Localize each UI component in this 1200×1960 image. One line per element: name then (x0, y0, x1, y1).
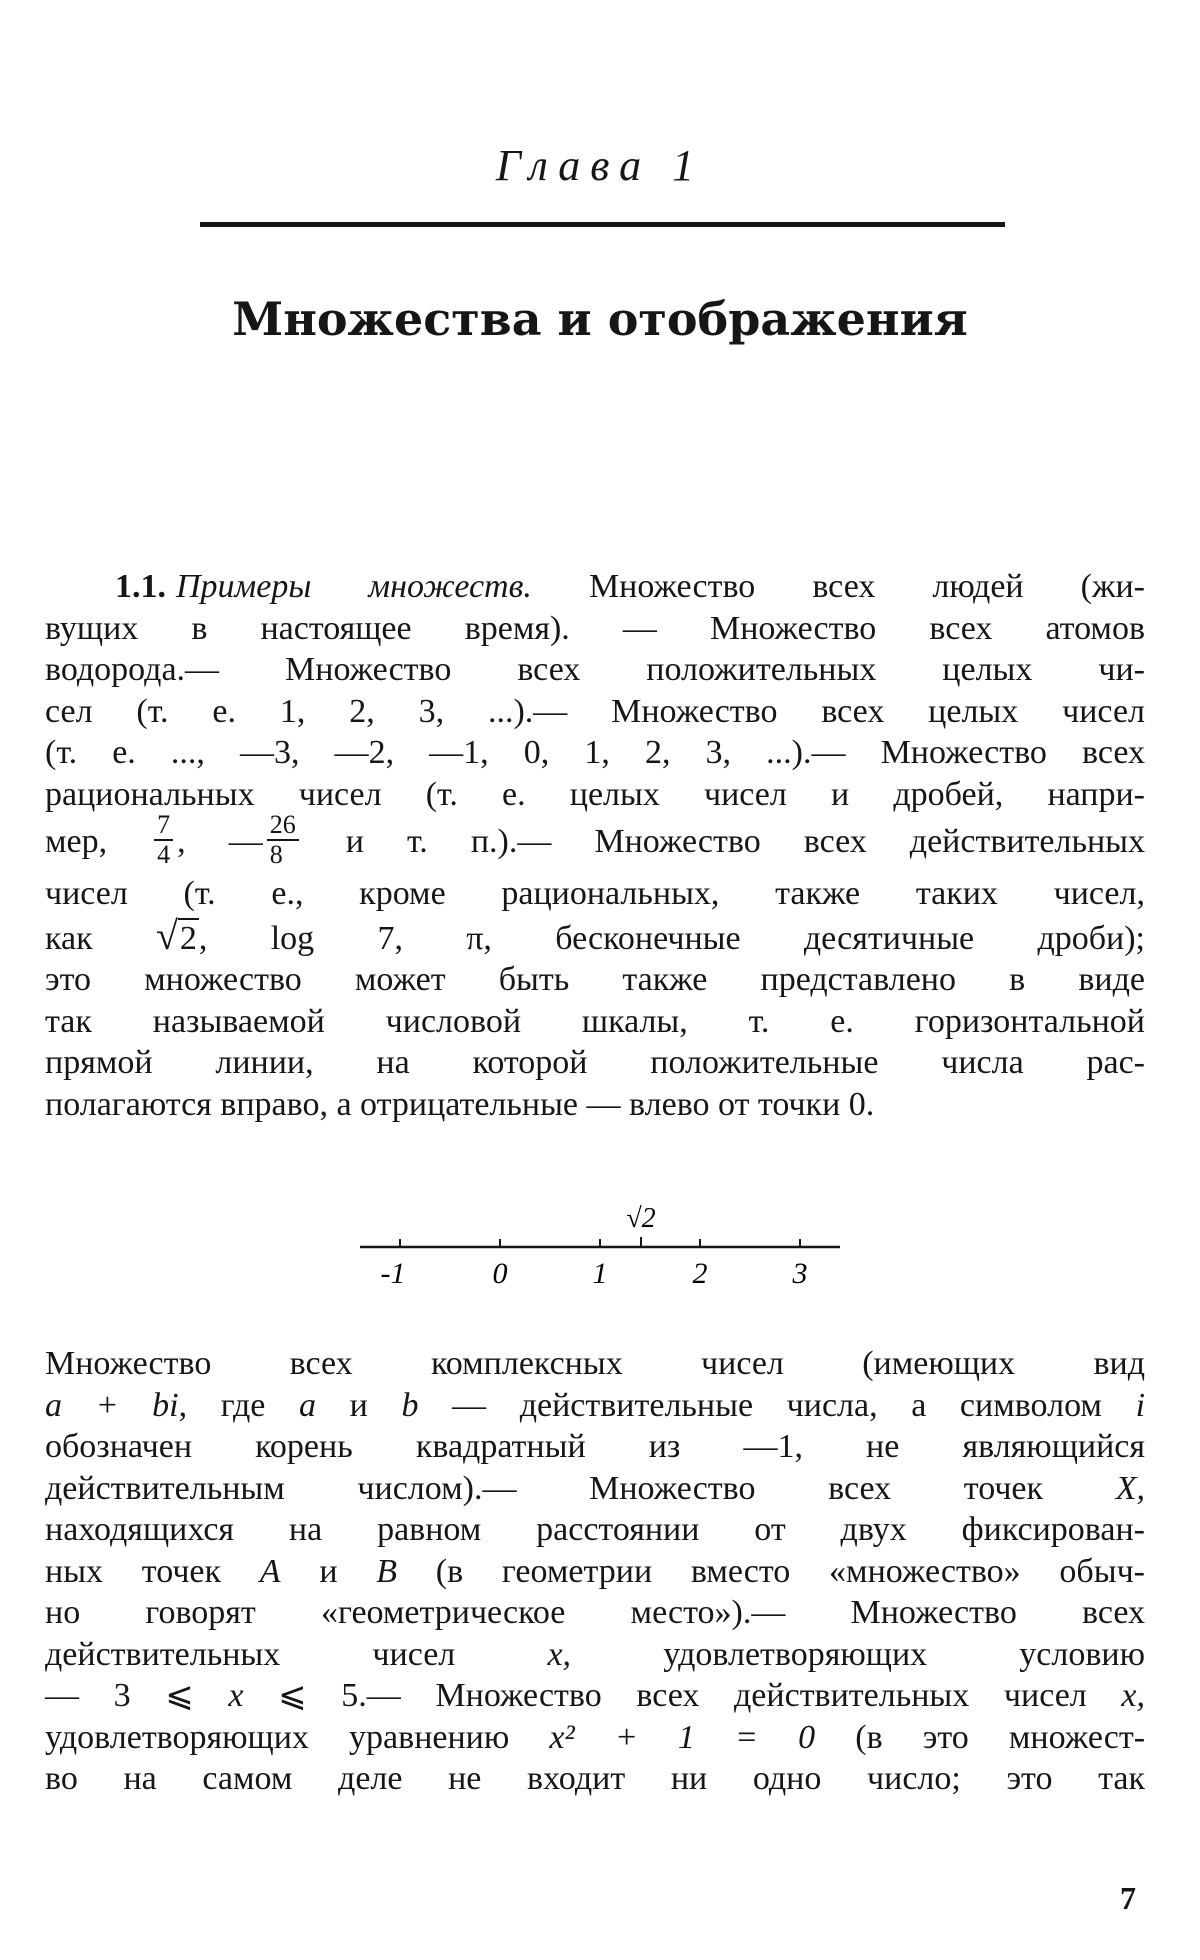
text-line: водорода.— Множество всех положительных целых чи- (45, 651, 1145, 688)
chapter-label: Глава 1 (495, 141, 705, 190)
page-number: 7 (1120, 1880, 1136, 1916)
text-fragment: (в это множест- (855, 1718, 1146, 1756)
number-line-figure (355, 1195, 845, 1305)
text-line: чисел (т. е., кроме рациональных, также таких чисел, (45, 875, 1145, 912)
paragraph-examples-continued (45, 1343, 1145, 1800)
math-expression: a + bi (45, 1386, 179, 1424)
text-line (45, 1675, 1145, 1717)
section-number: 1.1. (115, 568, 166, 605)
text-fragment: , log 7, π, бесконечные десятичные дроби); (198, 919, 1146, 957)
text-line: во на самом деле не входит ни одно число; это так (45, 1760, 1145, 1797)
text-fragment: и (319, 1552, 338, 1590)
text-fragment: Множество всех людей (жи- (588, 568, 1146, 605)
fraction (267, 811, 299, 869)
number-line-label: -1 (380, 1257, 406, 1290)
text-line: (т. е. ..., —3, —2, —1, 0, 1, 2, 3, ...).— Множество всех (45, 734, 1145, 771)
radicand: 2 (179, 919, 197, 957)
radical-sign: √ (155, 912, 178, 958)
text-fragment: , где (178, 1386, 266, 1424)
text-fragment: действительных чисел (45, 1635, 456, 1673)
fraction-numerator: 26 (267, 811, 299, 841)
chapter-title: Множества и отображения (232, 292, 968, 346)
fraction (154, 811, 173, 869)
text-line (45, 1468, 1145, 1510)
section-title: Примеры множеств. (176, 568, 532, 605)
text-line: обозначен корень квадратный из —1, не являющийся (45, 1428, 1145, 1465)
text-fragment: и (349, 1386, 368, 1424)
text-line: прямой линии, на которой положительные числа рас- (45, 1044, 1145, 1081)
chapter-divider (200, 222, 1005, 227)
number-line-label: 2 (692, 1257, 708, 1290)
text-line: рациональных чисел (т. е. целых чисел и дробей, напри- (45, 775, 1145, 813)
math-variable: a (299, 1386, 317, 1424)
text-fragment: мер, (45, 822, 108, 860)
text-fragment: — действительные числа, а символом (452, 1386, 1102, 1424)
text-line: Множество всех комплексных чисел (имеющих вид (45, 1345, 1145, 1382)
text-fragment: как (45, 919, 93, 957)
text-line (45, 1634, 1145, 1676)
math-variable: x, (1121, 1677, 1145, 1714)
text-line (45, 810, 1146, 873)
text-line: находящихся на равном расстоянии от двух фиксирован- (45, 1511, 1145, 1548)
text-line (45, 566, 1145, 608)
text-fragment: удовлетворяющих условию (663, 1635, 1146, 1673)
number-line-label: 1 (592, 1257, 608, 1290)
text-fragment: удовлетворяющих уравнению (45, 1718, 510, 1756)
text-fragment: ных точек (45, 1552, 222, 1590)
text-line (45, 1551, 1145, 1593)
text-fragment: действительным числом).— Множество всех точек (45, 1469, 1044, 1507)
math-variable: i (1135, 1386, 1146, 1424)
text-fragment: (в геометрии вместо «множество» обыч- (435, 1552, 1145, 1590)
text-line: но говорят «геометрическое место»).— Множество всех (45, 1594, 1145, 1631)
math-variable: A (259, 1552, 281, 1590)
math-expression: — 3 ⩽ (45, 1677, 194, 1714)
math-variable: X, (1115, 1469, 1145, 1507)
math-expression: x² + 1 = 0 (549, 1718, 816, 1756)
fraction-denominator: 8 (269, 840, 283, 869)
text-line (45, 912, 1146, 960)
text-line: вущих в настоящее время). — Множество всех атомов (45, 609, 1145, 647)
text-fragment: , — (177, 822, 263, 860)
math-variable: x, (547, 1635, 572, 1673)
text-line: полагаются вправо, а отрицательные — влево от точки 0. (45, 1085, 875, 1123)
text-line (45, 1385, 1145, 1427)
square-root (155, 912, 199, 960)
number-line-sqrt2-label: √2 (626, 1203, 656, 1234)
text-line (45, 1717, 1145, 1759)
paragraph-examples (45, 566, 1145, 1125)
number-line-label: 3 (792, 1257, 808, 1290)
text-fragment: и т. п.).— Множество всех действительных (345, 822, 1146, 860)
text-line: это множество может быть также представлено в виде (45, 961, 1145, 998)
text-line: сел (т. е. 1, 2, 3, ...).— Множество всех целых чисел (45, 692, 1145, 730)
text-fragment: ⩽ 5.— Множество всех действительных чисел (278, 1677, 1087, 1714)
fraction-denominator: 4 (157, 840, 171, 869)
number-line-label: 0 (492, 1257, 508, 1290)
text-line: так называемой числовой шкалы, т. е. горизонтальной (45, 1002, 1145, 1040)
fraction-numerator: 7 (154, 811, 173, 841)
math-variable: b (401, 1386, 419, 1424)
math-variable: B (376, 1552, 398, 1590)
math-variable: x (228, 1677, 244, 1714)
